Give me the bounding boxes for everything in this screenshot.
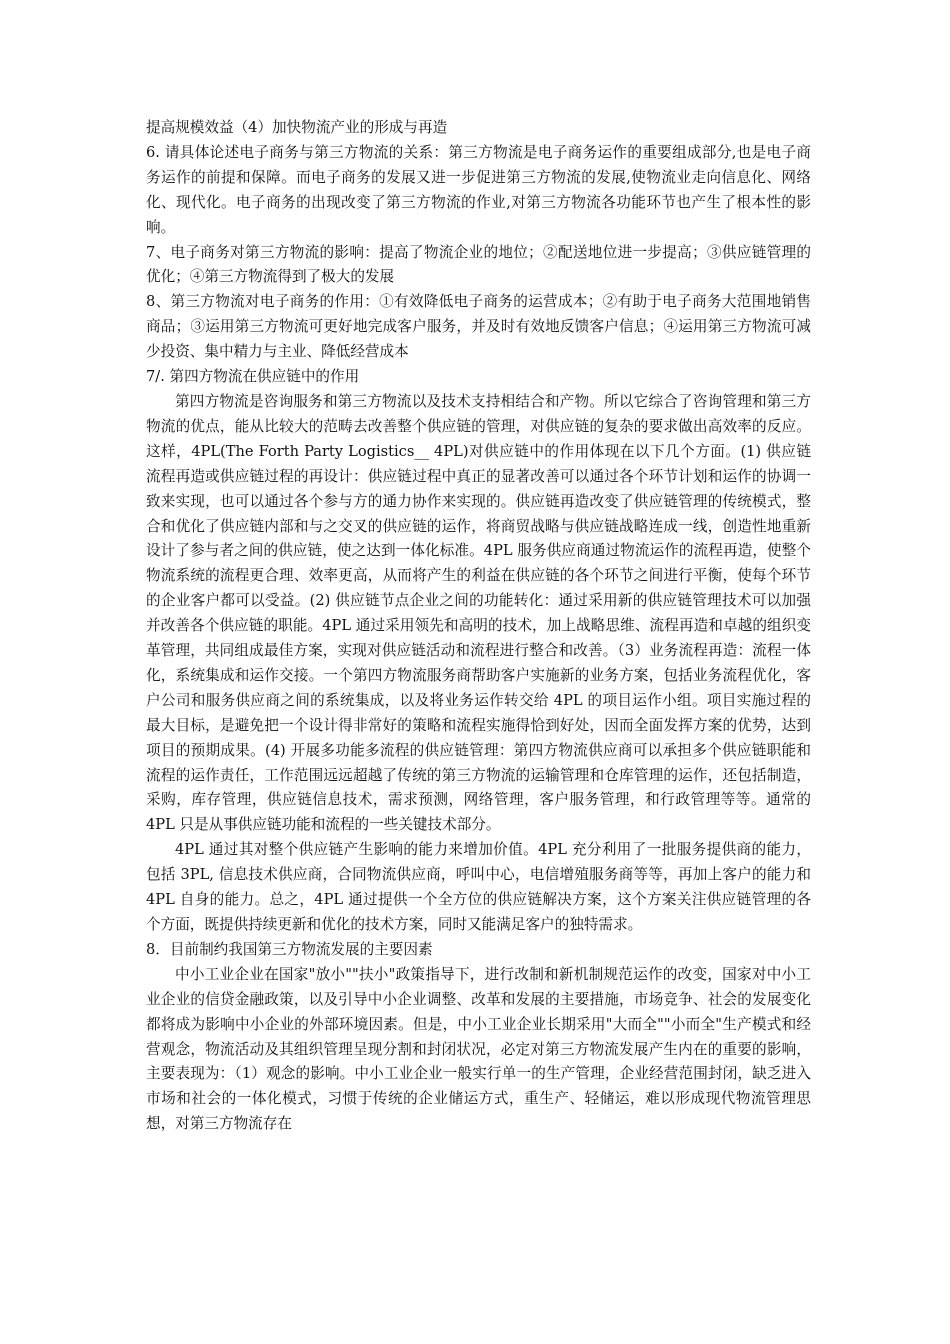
paragraph: 6. 请具体论述电子商务与第三方物流的关系：第三方物流是电子商务运作的重要组成部分,也是电子商务运作的前提和保障。而电子商务的发展又进一步促进第三方物流的发展,使物流业走向信息化、网络化、现代化。电子商务的出现改变了第三方物流的作业,对第三方物流各功能环节也产生了根本性的影响。: [146, 143, 811, 236]
paragraph: 提高规模效益（4）加快物流产业的形成与再造: [146, 119, 448, 136]
paragraph: 7、电子商务对第三方物流的影响：提高了物流企业的地位；②配送地位进一步提高；③供应链管理的优化；④第三方物流得到了极大的发展: [146, 243, 811, 286]
paragraph: 中小工业企业在国家"放小""扶小"政策指导下，进行改制和新机制规范运作的改变，国家对中小工业企业的信贷金融政策，以及引导中小企业调整、改革和发展的主要措施，市场竞争、社会的发展变化都将成为影响中小企业的外部环境因素。但是，中小工业企业长期采用"大而全""小而全"生产模式和经营观念，物流活动及其组织管理呈现分割和封闭状况，必定对第三方物流发展产生内在的重要的影响，主要表现为：（1）观念的影响。中小工业企业一般实行单一的生产管理，企业经营范围封闭，缺乏进入市场和社会的一体化模式，习惯于传统的企业储运方式，重生产、轻储运，难以形成现代物流管理思想，对第三方物流存在: [146, 965, 811, 1133]
paragraph: 4PL 通过其对整个供应链产生影响的能力来增加价值。4PL 充分利用了一批服务提供商的能力，包括 3PL, 信息技术供应商，合同物流供应商，呼叫中心，电信增殖服务商等等，再加上客户的能力和 4PL 自身的能力。总之，4PL 通过提供一个全方位的供应链解决方案，这个方案关注供应链管理的各个方面，既提供持续更新和优化的技术方案，同时又能满足客户的独特需求。: [146, 841, 811, 933]
document-body: [146, 116, 811, 1137]
section-heading: 8．目前制约我国第三方物流发展的主要因素: [146, 940, 433, 958]
paragraph: 8、第三方物流对电子商务的作用：①有效降低电子商务的运营成本；②有助于电子商务大范围地销售商品；③运用第三方物流可更好地完成客户服务，并及时有效地反馈客户信息；④运用第三方物流可减少投资、集中精力与主业、降低经营成本: [146, 293, 811, 361]
section-heading: 7/. 第四方物流在供应链中的作用: [146, 368, 360, 386]
paragraph: 第四方物流是咨询服务和第三方物流以及技术支持相结合和产物。所以它综合了咨询管理和第三方物流的优点，能从比较大的范畴去改善整个供应链的管理，对供应链的复杂的要求做出高效率的反应。这样，4PL(The Forth Party Logistics__ 4PL)对供应链中的作用体现在以下几个方面。(1) 供应链流程再造或供应链过程的再设计：供应链过程中真正的显著改善可以通过各个环节计划和运作的协调一致来实现，也可以通过各个参与方的通力协作来实现的。供应链再造改变了供应链管理的传统模式，整合和优化了供应链内部和与之交叉的供应链的运作，将商贸战略与供应链战略连成一线，创造性地重新设计了参与者之间的供应链，使之达到一体化标准。4PL 服务供应商通过物流运作的流程再造，使整个物流系统的流程更合理、效率更高，从而将产生的利益在供应链的各个环节之间进行平衡，使每个环节的企业客户都可以受益。(2) 供应链节点企业之间的功能转化：通过采用新的供应链管理技术可以加强并改善各个供应链的职能。4PL 通过采用领先和高明的技术，加上战略思维、流程再造和卓越的组织变革管理，共同组成最佳方案，实现对供应链活动和流程进行整合和改善。（3）业务流程再造：流程一体化，系统集成和运作交接。一个第四方物流服务商帮助客户实施新的业务方案，包括业务流程优化，客户公司和服务供应商之间的系统集成，以及将业务运作转交给 4PL 的项目运作小组。项目实施过程的最大目标，是避免把一个设计得非常好的策略和流程实施得恰到好处，因而全面发挥方案的优势，达到项目的预期成果。(4) 开展多功能多流程的供应链管理：第四方物流供应商可以承担多个供应链职能和流程的运作责任，工作范围远远超越了传统的第三方物流的运输管理和仓库管理的运作，还包括制造，采购，库存管理，供应链信息技术，需求预测，网络管理，客户服务管理，和行政管理等等。通常的 4PL 只是从事供应链功能和流程的一些关键技术部分。: [146, 392, 811, 834]
